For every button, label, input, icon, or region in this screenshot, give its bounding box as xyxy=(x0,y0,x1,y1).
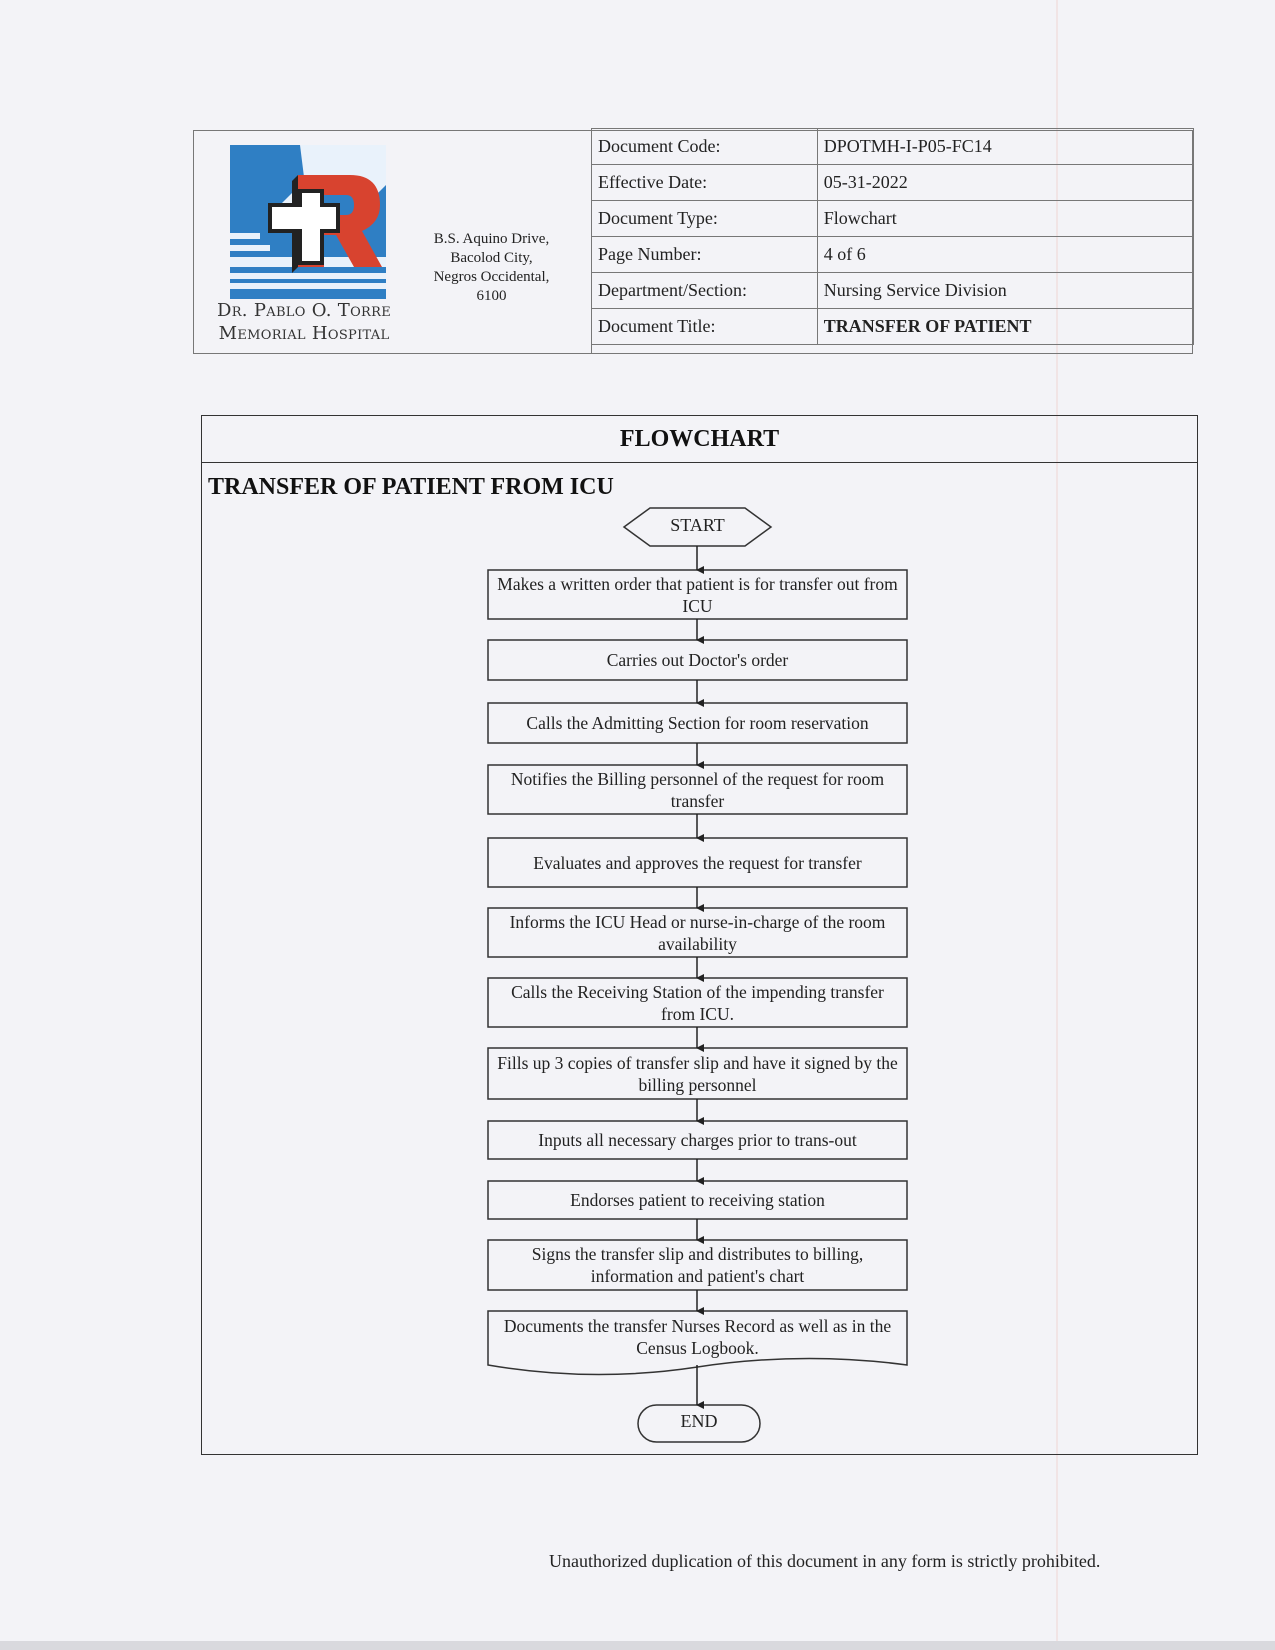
flowchart-subtitle: TRANSFER OF PATIENT FROM ICU xyxy=(208,474,614,500)
address-line: Bacolod City, xyxy=(450,250,533,266)
hospital-name-line1: Dr. Pablo O. Torre xyxy=(216,300,391,321)
flowchart-step-11: Signs the transfer slip and distributes to billing, information and patient's chart xyxy=(531,1244,864,1286)
flowchart-step-10: Endorses patient to receiving station xyxy=(570,1190,825,1210)
page-bottom-edge xyxy=(0,1641,1275,1650)
meta-value: Nursing Service Division xyxy=(817,273,1193,309)
hospital-name-line2: Memorial Hospital xyxy=(218,323,390,344)
address-line: B.S. Aquino Drive, xyxy=(433,231,550,247)
flowchart-heading: FLOWCHART xyxy=(202,416,1197,463)
meta-label: Effective Date: xyxy=(592,165,818,201)
flowchart-step-5: Evaluates and approves the request for transfer xyxy=(533,852,862,873)
flowchart-step-7: Calls the Receiving Station of the impending transfer from ICU. xyxy=(511,981,884,1024)
flowchart-step-3: Calls the Admitting Section for room reservation xyxy=(526,713,869,733)
flowchart-step-8: Fills up 3 copies of transfer slip and have it signed by the billing personnel xyxy=(497,1052,898,1095)
meta-value: DPOTMH-I-P05-FC14 xyxy=(817,129,1193,165)
flowchart-step-1: Makes a written order that patient is for transfer out from ICU xyxy=(497,573,898,616)
meta-value: 4 of 6 xyxy=(817,237,1193,273)
meta-label: Department/Section: xyxy=(592,273,818,309)
address-line: Negros Occidental, xyxy=(433,269,550,285)
meta-label: Document Title: xyxy=(592,309,818,345)
flowchart-step-2: Carries out Doctor's order xyxy=(606,650,789,670)
flowchart-step-4: Notifies the Billing personnel of the request for room transfer xyxy=(510,768,885,811)
meta-label: Page Number: xyxy=(592,237,818,273)
duplication-notice: Unauthorized duplication of this document in any form is strictly prohibited. xyxy=(549,1551,1101,1571)
meta-value: Flowchart xyxy=(817,201,1193,237)
document-title-value: TRANSFER OF PATIENT xyxy=(817,309,1193,345)
flowchart-step-12: Documents the transfer Nurses Record as well as in the Census Logbook. xyxy=(503,1316,892,1358)
meta-label: Document Type: xyxy=(592,201,818,237)
start-label: START xyxy=(670,515,725,535)
flowchart-step-9: Inputs all necessary charges prior to trans-out xyxy=(538,1130,857,1150)
end-label: END xyxy=(680,1411,718,1431)
meta-label: Document Code: xyxy=(592,129,818,165)
flowchart-step-6: Informs the ICU Head or nurse-in-charge of the room availability xyxy=(509,911,886,954)
address-line: 6100 xyxy=(476,288,507,304)
meta-value: 05-31-2022 xyxy=(817,165,1193,201)
